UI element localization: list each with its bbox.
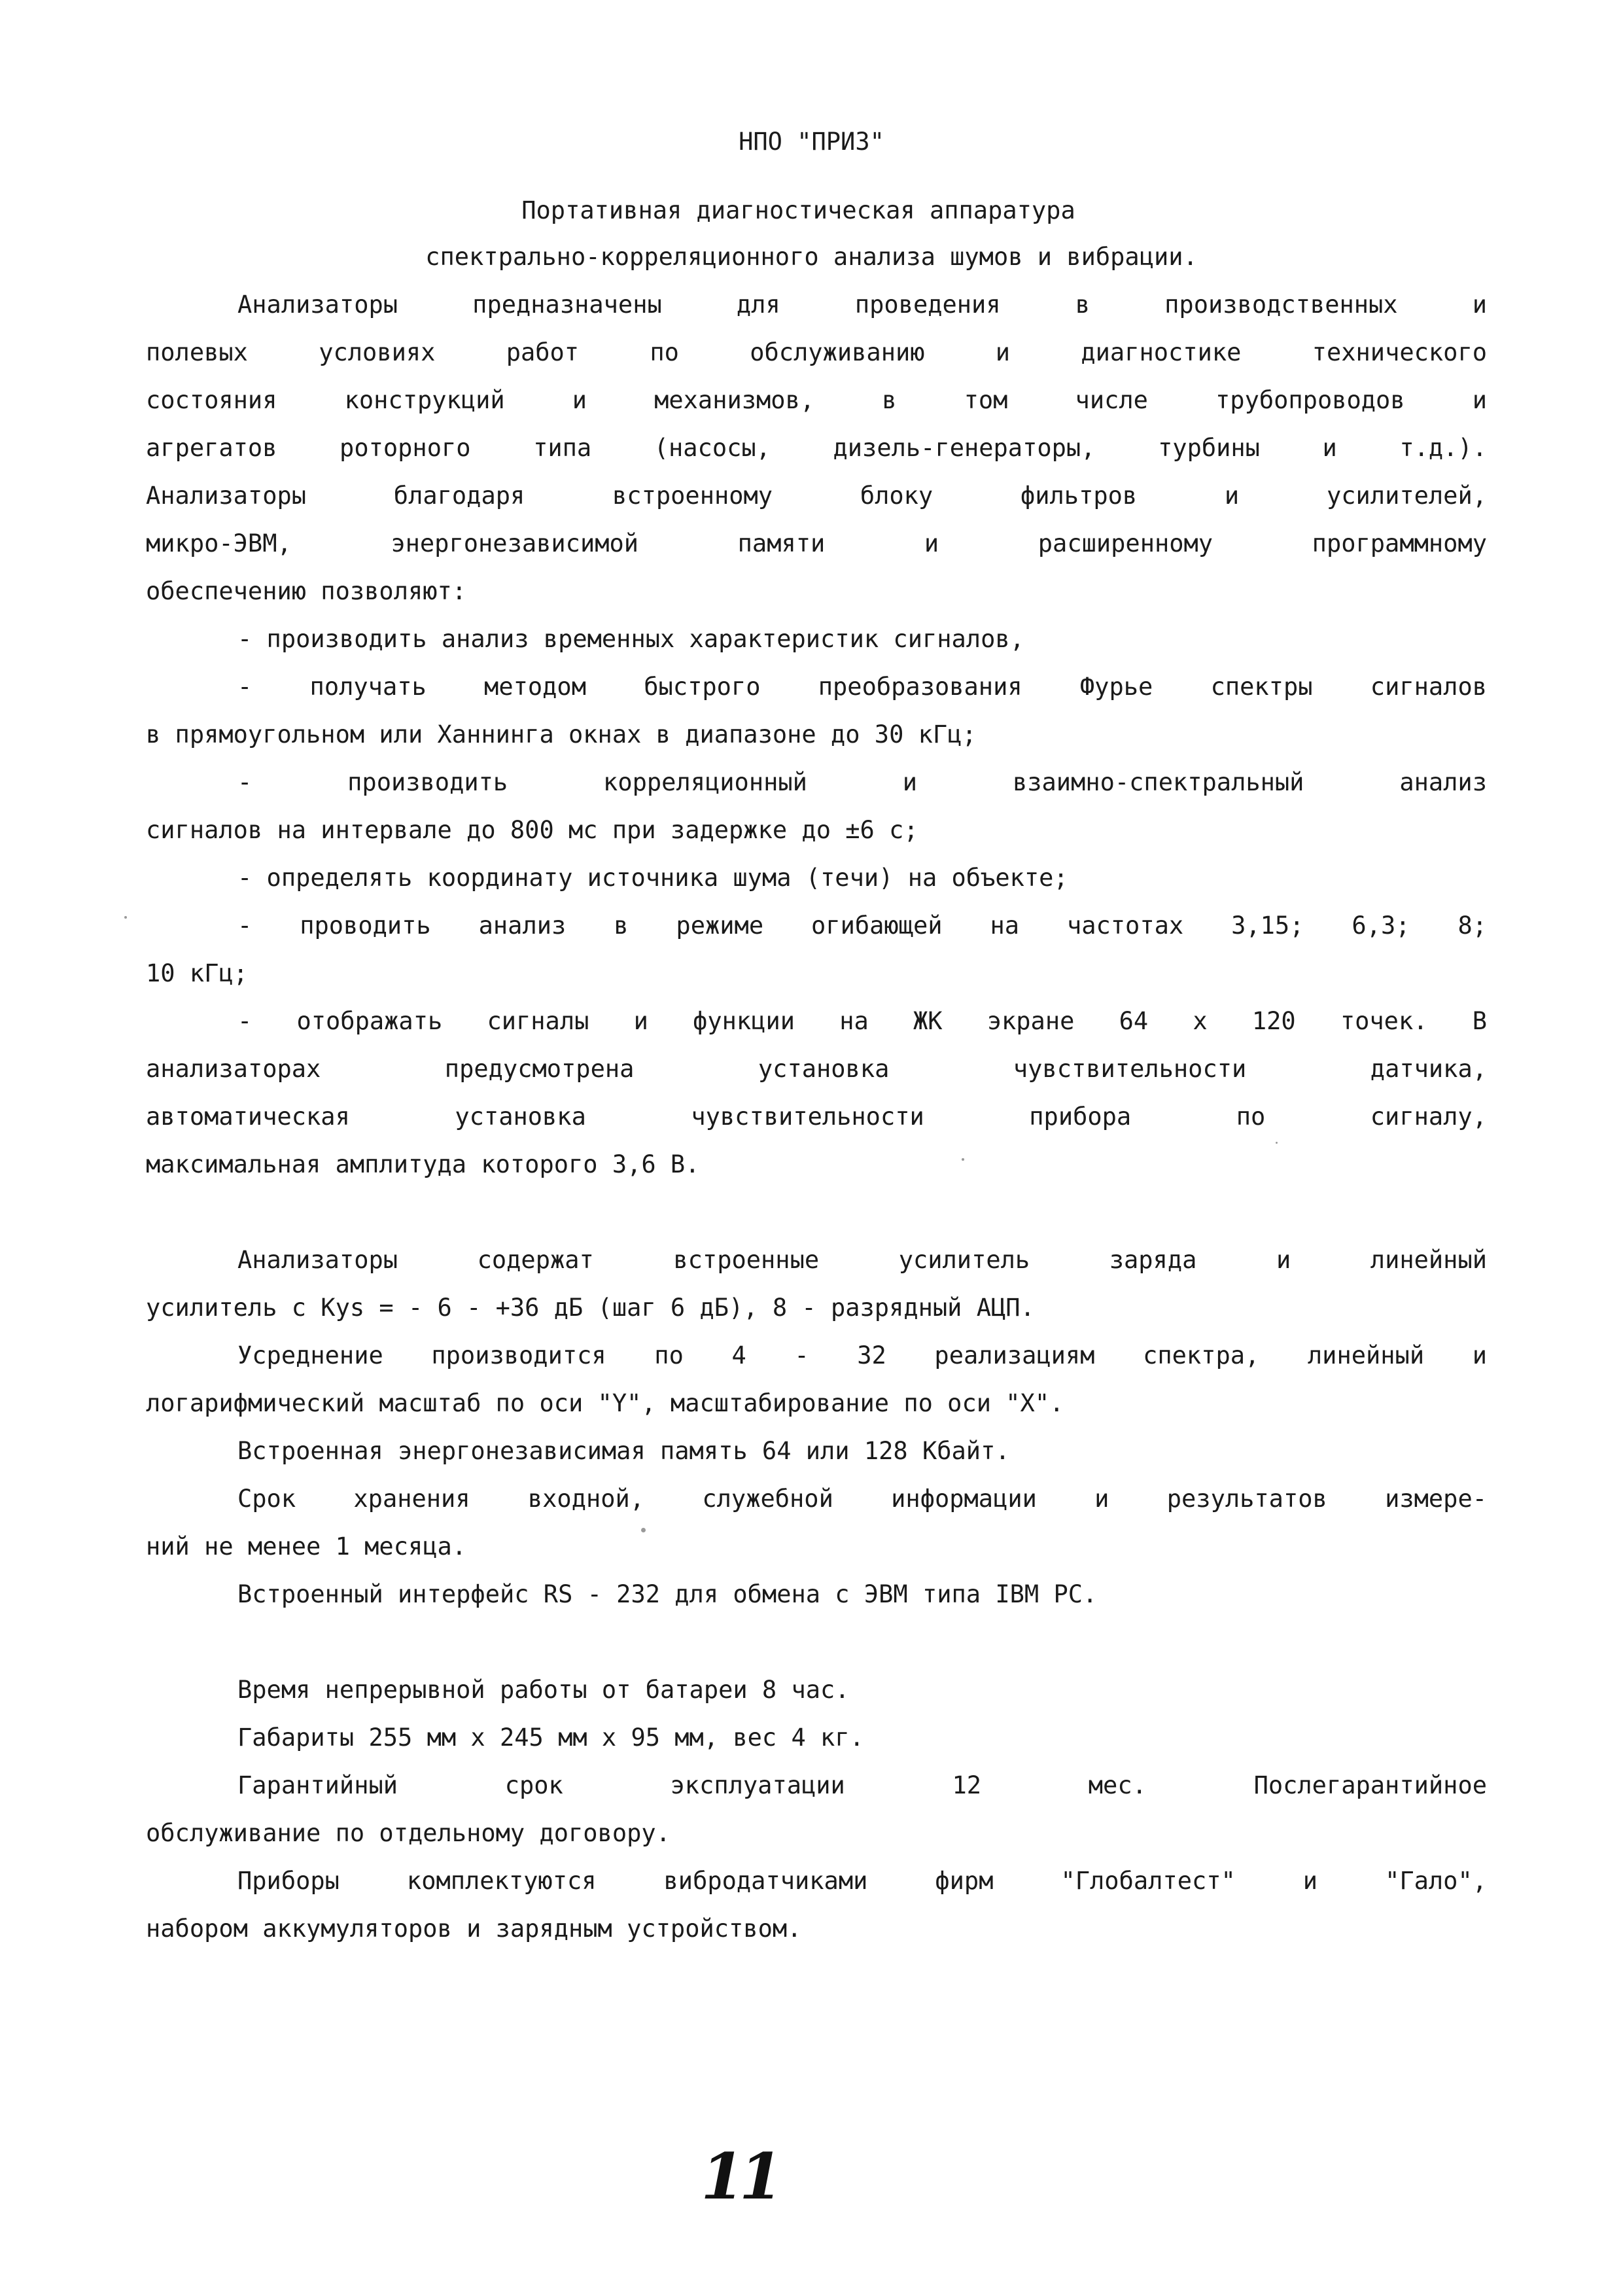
list-item: - определять координату источника шума (течи) на объекте; bbox=[237, 864, 1068, 892]
list-item: - производить корреляционный и взаимно-спектральный анализ bbox=[237, 770, 1487, 796]
paragraph-line: усилитель с Kуs = - 6 - +36 дБ (шаг 6 дБ), 8 - разрядный АЦП. bbox=[146, 1294, 1035, 1322]
scan-speck bbox=[124, 916, 127, 919]
scan-speck bbox=[962, 1158, 964, 1161]
paragraph-line: обслуживание по отдельному договору. bbox=[146, 1819, 671, 1847]
paragraph-line: Срок хранения входной, служебной информации и результатов измере- bbox=[237, 1487, 1487, 1513]
scan-speck bbox=[641, 1528, 646, 1532]
list-item-continuation: 10 кГц; bbox=[146, 959, 248, 987]
paragraph-line: Усреднение производится по 4 - 32 реализациям спектра, линейный и bbox=[237, 1343, 1487, 1369]
paragraph-line: Гарантийный срок эксплуатации 12 мес. Послегарантийное bbox=[237, 1773, 1487, 1799]
paragraph-line: состояния конструкций и механизмов, в том числе трубопроводов и bbox=[146, 388, 1487, 414]
paragraph-line: Анализаторы благодаря встроенному блоку фильтров и усилителей, bbox=[146, 484, 1487, 510]
paragraph-line: Анализаторы содержат встроенные усилитель заряда и линейный bbox=[237, 1248, 1487, 1274]
list-item-continuation: в прямоугольном или Ханнинга окнах в диапазоне до 30 кГц; bbox=[146, 720, 977, 749]
paragraph-line: логарифмический масштаб по оси "Y", масштабирование по оси "X". bbox=[146, 1389, 1064, 1417]
paragraph-line: максимальная амплитуда которого 3,6 В. bbox=[146, 1150, 700, 1178]
paragraph-line: набором аккумуляторов и зарядным устройством. bbox=[146, 1915, 802, 1943]
paragraph-line: Время непрерывной работы от батареи 8 час. bbox=[237, 1676, 850, 1704]
paragraph-line: Приборы комплектуются вибродатчиками фирм "Глобалтест" и "Гало", bbox=[237, 1869, 1487, 1895]
list-item-continuation: сигналов на интервале до 800 мс при задержке до ±6 с; bbox=[146, 816, 918, 844]
document-title-line-2: спектрально-корреляционного анализа шумов и вибрации. bbox=[425, 243, 1198, 271]
list-item: - отображать сигналы и функции на ЖК экране 64 х 120 точек. В bbox=[237, 1009, 1487, 1035]
handwritten-page-number: 11 bbox=[701, 2140, 778, 2214]
list-item: - получать методом быстрого преобразования Фурье спектры сигналов bbox=[237, 675, 1487, 701]
paragraph-line: полевых условиях работ по обслуживанию и диагностике технического bbox=[146, 340, 1487, 366]
paragraph-line: обеспечению позволяют: bbox=[146, 577, 467, 605]
paragraph-line: ний не менее 1 месяца. bbox=[146, 1532, 467, 1561]
paragraph-line: анализаторах предусмотрена установка чувствительности датчика, bbox=[146, 1057, 1487, 1083]
paragraph-line: Встроенный интерфейс RS - 232 для обмена с ЭВМ типа IBM PC. bbox=[237, 1580, 1098, 1608]
paragraph-line: Анализаторы предназначены для проведения в производственных и bbox=[237, 292, 1487, 319]
paragraph-line: Встроенная энергонезависимая память 64 или 128 Кбайт. bbox=[237, 1437, 1010, 1465]
paragraph-line: микро-ЭВМ, энергонезависимой памяти и расширенному программному bbox=[146, 531, 1487, 557]
document-title-line-1: Портативная диагностическая аппаратура bbox=[521, 196, 1075, 224]
list-item: - производить анализ временных характеристик сигналов, bbox=[237, 625, 1024, 653]
paragraph-line: агрегатов роторного типа (насосы, дизель-генераторы, турбины и т.д.). bbox=[146, 436, 1487, 462]
scan-speck bbox=[1276, 1142, 1278, 1144]
organization-header: НПО "ПРИЗ" bbox=[739, 128, 884, 156]
paragraph-line: автоматическая установка чувствительности прибора по сигналу, bbox=[146, 1104, 1487, 1131]
paragraph-line: Габариты 255 мм х 245 мм х 95 мм, вес 4 кг. bbox=[237, 1723, 864, 1752]
list-item: - проводить анализ в режиме огибающей на частотах 3,15; 6,3; 8; bbox=[237, 913, 1487, 940]
